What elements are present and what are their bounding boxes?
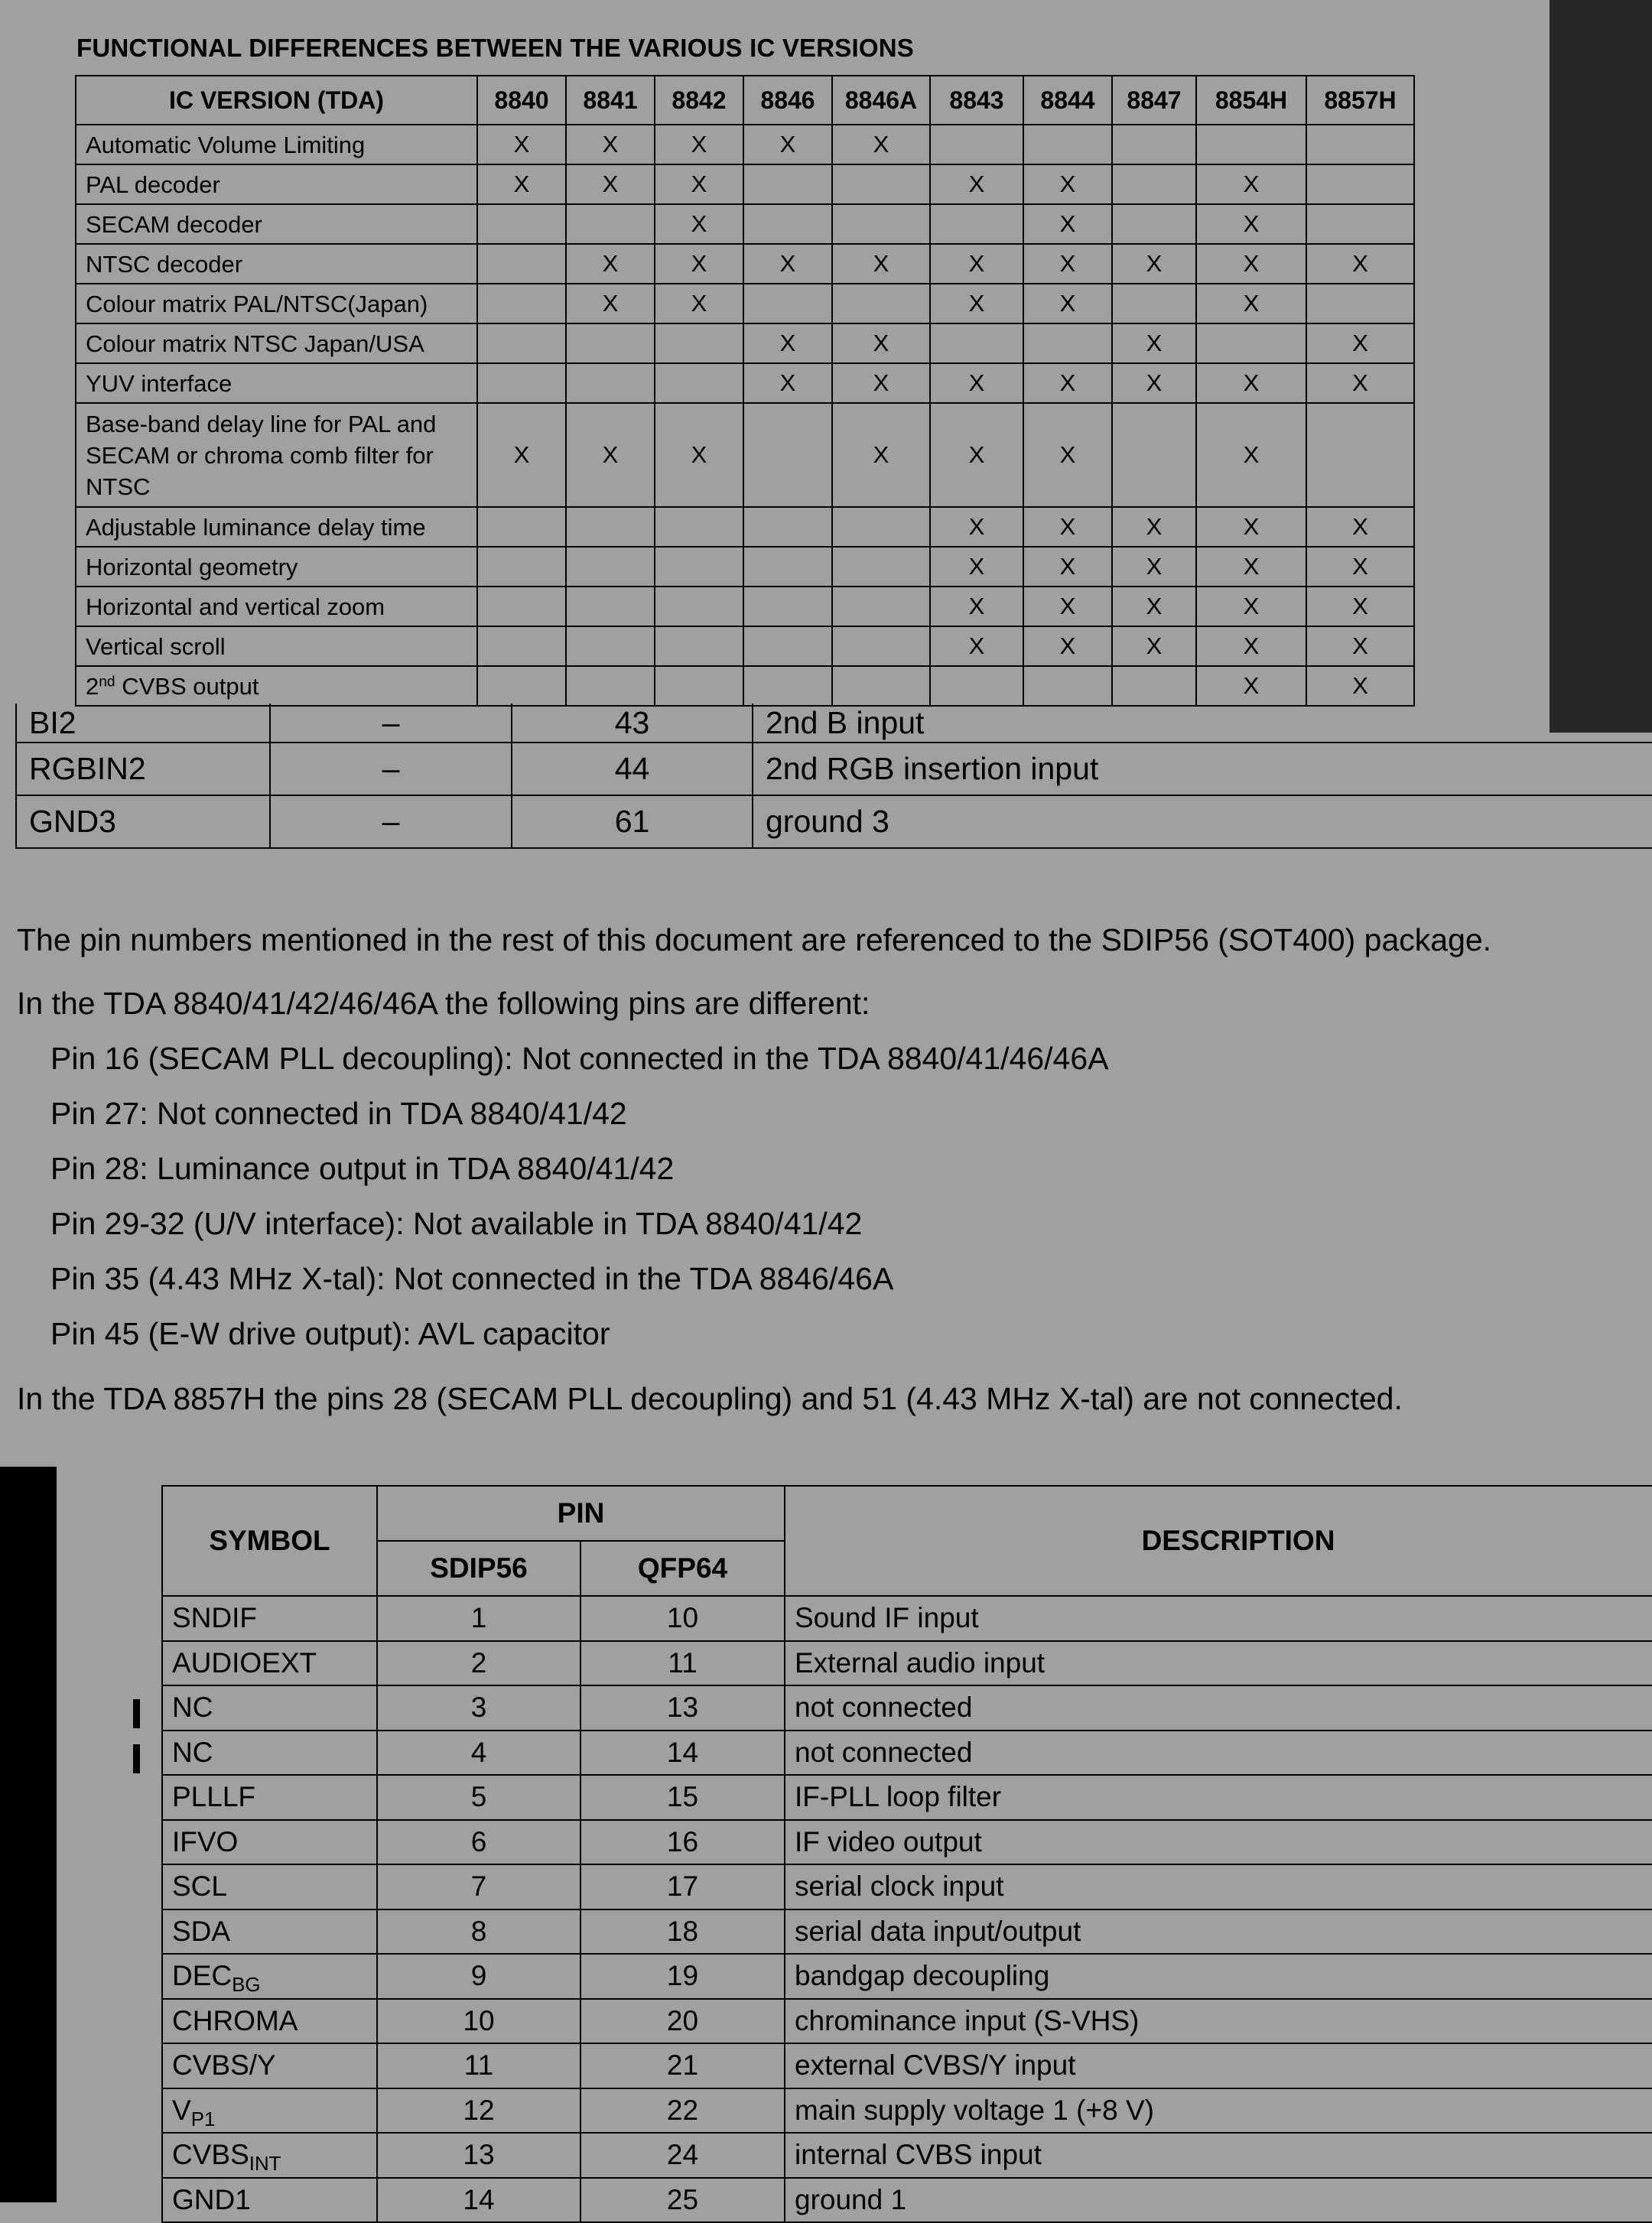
feature-mark [832, 547, 930, 587]
feature-mark [566, 204, 655, 244]
feature-mark: X [1023, 204, 1112, 244]
pin-number: 44 [512, 743, 753, 795]
pin-symbol [162, 1954, 377, 1999]
feature-mark [743, 547, 832, 587]
feature-mark [1023, 125, 1112, 164]
feature-label: Vertical scroll [76, 626, 477, 666]
list-item: Pin 35 (4.43 MHz X-tal): Not connected in the TDA 8846/46A [50, 1261, 894, 1296]
feature-mark [655, 587, 743, 626]
feature-mark [477, 323, 566, 363]
pin-sdip56: 9 [377, 1954, 580, 1999]
feature-mark: X [1306, 363, 1414, 403]
feature-mark [743, 164, 832, 204]
feature-mark [930, 666, 1023, 706]
pin-symbol: GND3 [16, 795, 270, 848]
column-header: 8840 [477, 76, 566, 125]
column-header: 8843 [930, 76, 1023, 125]
feature-label-part: CVBS output [115, 672, 259, 700]
pin-sdip56: 3 [377, 1685, 580, 1731]
feature-mark [1112, 403, 1196, 507]
pin-symbol [162, 1864, 377, 1909]
feature-mark [1112, 204, 1196, 244]
pin-symbol: BI2 [16, 704, 270, 743]
pin-sdip56: 8 [377, 1909, 580, 1955]
feature-mark: X [477, 164, 566, 204]
feature-label-part: 2 [86, 672, 99, 700]
feature-mark: X [1196, 547, 1306, 587]
feature-mark: X [1023, 587, 1112, 626]
pin-symbol [162, 2088, 377, 2134]
table-row [76, 403, 1414, 507]
table-row [162, 2178, 1652, 2223]
feature-mark [743, 507, 832, 547]
pin-description: IF video output [785, 1820, 1652, 1865]
feature-mark [1306, 204, 1414, 244]
column-header: SDIP56 [377, 1541, 580, 1596]
feature-mark: X [832, 323, 930, 363]
pin-description: bandgap decoupling [785, 1954, 1652, 1999]
feature-mark [1306, 403, 1414, 507]
table-row [76, 626, 1414, 666]
pin-sdip56: 4 [377, 1731, 580, 1776]
feature-mark: X [930, 507, 1023, 547]
ic-versions-table [75, 75, 1415, 707]
feature-mark: X [930, 164, 1023, 204]
pin-symbol [162, 1641, 377, 1686]
feature-mark: X [1306, 547, 1414, 587]
feature-mark: X [1112, 507, 1196, 547]
feature-mark [1196, 323, 1306, 363]
list-item: Pin 28: Luminance output in TDA 8840/41/42 [50, 1151, 675, 1186]
list-item: Pin 29-32 (U/V interface): Not available in TDA 8840/41/42 [50, 1206, 863, 1241]
pin-description: external CVBS/Y input [785, 2043, 1652, 2088]
feature-mark: X [1196, 587, 1306, 626]
feature-mark [655, 626, 743, 666]
column-header: 8844 [1023, 76, 1112, 125]
feature-mark [743, 403, 832, 507]
table-row [162, 2088, 1652, 2134]
feature-mark: X [655, 244, 743, 284]
table-row [16, 704, 1652, 743]
column-header: PIN [377, 1486, 785, 1541]
table-row [162, 1864, 1652, 1909]
table-row [76, 284, 1414, 323]
black-side-bar [0, 1467, 57, 2202]
pin-sdip56: 2 [377, 1641, 580, 1686]
feature-label: YUV interface [76, 363, 477, 403]
table-row [16, 743, 1652, 795]
pin-description: chrominance input (S-VHS) [785, 1999, 1652, 2044]
feature-mark: X [1112, 587, 1196, 626]
feature-mark: X [1196, 244, 1306, 284]
feature-mark: X [655, 403, 743, 507]
feature-mark: X [1023, 547, 1112, 587]
table-row [76, 244, 1414, 284]
column-header: 8854H [1196, 76, 1306, 125]
feature-mark: X [477, 403, 566, 507]
pin-description-table [161, 1485, 1652, 2223]
pin-symbol-text: GND1 [172, 2183, 251, 2215]
change-bar [133, 1744, 140, 1773]
feature-mark: X [1306, 666, 1414, 706]
feature-mark [566, 363, 655, 403]
table-row [162, 1731, 1652, 1776]
pin-qfp64: 20 [580, 1999, 785, 2044]
feature-mark [930, 204, 1023, 244]
feature-mark [655, 507, 743, 547]
feature-mark: X [1112, 626, 1196, 666]
feature-mark: X [566, 284, 655, 323]
table-row [76, 587, 1414, 626]
feature-mark: X [1306, 626, 1414, 666]
feature-mark: X [1112, 244, 1196, 284]
pin-symbol-text: SDA [172, 1915, 231, 1947]
column-header: 8841 [566, 76, 655, 125]
feature-mark: X [743, 363, 832, 403]
pin-description: ground 3 [753, 795, 1652, 848]
feature-label: Colour matrix PAL/NTSC(Japan) [76, 284, 477, 323]
feature-mark: X [930, 626, 1023, 666]
feature-mark: X [566, 403, 655, 507]
feature-mark: X [930, 403, 1023, 507]
feature-label-line: SECAM or chroma comb filter for [86, 441, 434, 469]
feature-mark [566, 626, 655, 666]
pin-symbol-text: CVBS [172, 2139, 249, 2171]
feature-mark: X [832, 125, 930, 164]
pin-symbol-text: CVBS/Y [172, 2049, 276, 2082]
feature-mark [1023, 666, 1112, 706]
feature-mark: X [1196, 666, 1306, 706]
feature-mark [743, 204, 832, 244]
feature-label [76, 666, 477, 706]
feature-mark: X [832, 403, 930, 507]
feature-mark: X [1306, 244, 1414, 284]
pin-description: Sound IF input [785, 1596, 1652, 1641]
pin-symbol-text: AUDIOEXT [172, 1646, 317, 1679]
pin-symbol [162, 1731, 377, 1776]
pin-description: 2nd B input [753, 704, 1652, 743]
pin-symbol [162, 1775, 377, 1820]
table-row [162, 1820, 1652, 1865]
pin-sdip56: 12 [377, 2088, 580, 2134]
column-header: 8842 [655, 76, 743, 125]
table-row [76, 323, 1414, 363]
feature-mark: X [1023, 363, 1112, 403]
feature-mark [743, 587, 832, 626]
feature-mark: X [1023, 507, 1112, 547]
pin-description: not connected [785, 1685, 1652, 1731]
pin-symbol [162, 1999, 377, 2044]
feature-mark [655, 547, 743, 587]
feature-mark [477, 626, 566, 666]
feature-mark: X [930, 547, 1023, 587]
feature-mark: X [566, 125, 655, 164]
column-header: SYMBOL [162, 1486, 377, 1596]
feature-mark: X [1023, 626, 1112, 666]
feature-mark [930, 323, 1023, 363]
table-header-row [76, 76, 1414, 125]
feature-mark: X [1112, 363, 1196, 403]
pin-qfp64: 25 [580, 2178, 785, 2223]
pin-table-fragment [15, 704, 1652, 849]
feature-mark [477, 547, 566, 587]
pin-description: External audio input [785, 1641, 1652, 1686]
pin-symbol-subscript: P1 [190, 2108, 216, 2130]
feature-label: Automatic Volume Limiting [76, 125, 477, 164]
pin-symbol [162, 2178, 377, 2223]
table-row [162, 2043, 1652, 2088]
feature-mark [477, 244, 566, 284]
feature-mark: X [655, 204, 743, 244]
feature-mark [566, 507, 655, 547]
column-header: QFP64 [580, 1541, 785, 1596]
table-row [162, 1909, 1652, 1955]
feature-mark: X [1023, 164, 1112, 204]
feature-mark: X [477, 125, 566, 164]
pin-symbol-text: PLLLF [172, 1781, 256, 1813]
column-header: 8847 [1112, 76, 1196, 125]
pin-symbol-text: SNDIF [172, 1602, 257, 1634]
pin-symbol [162, 1596, 377, 1641]
feature-mark [1023, 323, 1112, 363]
feature-label: NTSC decoder [76, 244, 477, 284]
column-header: IC VERSION (TDA) [76, 76, 477, 125]
pin-sdip56: 10 [377, 1999, 580, 2044]
feature-mark: X [1023, 403, 1112, 507]
pin-sdip56: 14 [377, 2178, 580, 2223]
feature-mark: X [743, 125, 832, 164]
pin-symbol [162, 2133, 377, 2178]
pin-qfp64: 15 [580, 1775, 785, 1820]
feature-mark: X [1196, 164, 1306, 204]
table-row [76, 125, 1414, 164]
feature-mark [1306, 284, 1414, 323]
pin-sdip56: 11 [377, 2043, 580, 2088]
feature-mark [477, 363, 566, 403]
change-bar [133, 1699, 140, 1728]
table-row [76, 507, 1414, 547]
feature-mark [832, 666, 930, 706]
feature-mark [832, 284, 930, 323]
feature-mark: X [1306, 323, 1414, 363]
feature-mark [477, 507, 566, 547]
list-item: Pin 27: Not connected in TDA 8840/41/42 [50, 1096, 627, 1131]
dark-side-panel [1550, 0, 1652, 733]
table-row [76, 363, 1414, 403]
feature-label: Horizontal and vertical zoom [76, 587, 477, 626]
pin-symbol [162, 1685, 377, 1731]
table-row [162, 1596, 1652, 1641]
feature-mark: X [1306, 587, 1414, 626]
feature-mark [477, 204, 566, 244]
pin-sdip56: 1 [377, 1596, 580, 1641]
feature-mark [743, 626, 832, 666]
feature-mark: X [1196, 626, 1306, 666]
feature-mark: X [743, 323, 832, 363]
feature-mark: X [1196, 284, 1306, 323]
pin-description: ground 1 [785, 2178, 1652, 2223]
pin-description: 2nd RGB insertion input [753, 743, 1652, 795]
pin-symbol-text: SCL [172, 1870, 227, 1903]
pin-qfp64: 14 [580, 1731, 785, 1776]
ordinal-suffix: nd [99, 673, 115, 690]
feature-mark: X [566, 244, 655, 284]
table-header-row [162, 1486, 1652, 1541]
pin-symbol-subscript: BG [232, 1974, 261, 1997]
feature-mark [832, 204, 930, 244]
pin-number: 61 [512, 795, 753, 848]
pin-sdip56: 7 [377, 1864, 580, 1909]
feature-mark: X [1023, 284, 1112, 323]
feature-label: PAL decoder [76, 164, 477, 204]
feature-mark: X [1196, 204, 1306, 244]
feature-mark: X [1196, 507, 1306, 547]
pin-symbol-subscript: INT [249, 2153, 281, 2176]
pin-description: main supply voltage 1 (+8 V) [785, 2088, 1652, 2134]
feature-mark: X [655, 125, 743, 164]
feature-mark: X [1306, 507, 1414, 547]
table-row [162, 1685, 1652, 1731]
paragraph: The pin numbers mentioned in the rest of this document are referenced to the SDIP56 (SOT400) package. [17, 922, 1492, 957]
feature-mark: X [655, 164, 743, 204]
feature-label: SECAM decoder [76, 204, 477, 244]
pin-qfp64: 18 [580, 1909, 785, 1955]
pin-symbol-text: NC [172, 1692, 213, 1724]
pin-description: serial data input/output [785, 1909, 1652, 1955]
feature-mark: X [1112, 323, 1196, 363]
pin-qfp64: 17 [580, 1864, 785, 1909]
pin-alt: – [270, 795, 512, 848]
pin-number: 43 [512, 704, 753, 743]
feature-mark: X [832, 363, 930, 403]
feature-label-line: Base-band delay line for PAL and [86, 410, 437, 437]
feature-mark [832, 626, 930, 666]
feature-mark [832, 587, 930, 626]
feature-mark [655, 666, 743, 706]
table-row [162, 1641, 1652, 1686]
feature-mark: X [930, 244, 1023, 284]
table-row [162, 1999, 1652, 2044]
pin-symbol [162, 2043, 377, 2088]
feature-mark [832, 507, 930, 547]
feature-mark: X [566, 164, 655, 204]
paragraph: In the TDA 8840/41/42/46/46A the following pins are different: [17, 986, 870, 1021]
pin-sdip56: 5 [377, 1775, 580, 1820]
feature-mark [566, 323, 655, 363]
pin-sdip56: 6 [377, 1820, 580, 1865]
feature-mark [1112, 125, 1196, 164]
feature-label: Adjustable luminance delay time [76, 507, 477, 547]
pin-symbol [162, 1909, 377, 1955]
feature-mark [1306, 125, 1414, 164]
pin-qfp64: 22 [580, 2088, 785, 2134]
pin-qfp64: 21 [580, 2043, 785, 2088]
table-row [16, 795, 1652, 848]
feature-mark: X [1023, 244, 1112, 284]
pin-symbol: RGBIN2 [16, 743, 270, 795]
pin-qfp64: 10 [580, 1596, 785, 1641]
feature-mark [1306, 164, 1414, 204]
feature-mark: X [1196, 403, 1306, 507]
feature-mark: X [930, 363, 1023, 403]
pin-symbol-text: V [172, 2094, 191, 2126]
pin-qfp64: 13 [580, 1685, 785, 1731]
pin-alt: – [270, 704, 512, 743]
feature-mark [655, 363, 743, 403]
feature-mark: X [743, 244, 832, 284]
feature-mark [566, 547, 655, 587]
section-title: FUNCTIONAL DIFFERENCES BETWEEN THE VARIOUS IC VERSIONS [76, 34, 914, 62]
feature-mark [1112, 284, 1196, 323]
feature-mark: X [930, 587, 1023, 626]
column-header: 8846A [832, 76, 930, 125]
pin-qfp64: 11 [580, 1641, 785, 1686]
feature-mark [477, 666, 566, 706]
feature-mark: X [655, 284, 743, 323]
feature-label-line: NTSC [86, 473, 151, 500]
table-row [162, 2133, 1652, 2178]
feature-mark [1112, 164, 1196, 204]
column-header: 8846 [743, 76, 832, 125]
feature-mark [566, 587, 655, 626]
pin-sdip56: 13 [377, 2133, 580, 2178]
feature-mark: X [1196, 363, 1306, 403]
feature-mark: X [1112, 547, 1196, 587]
pin-qfp64: 24 [580, 2133, 785, 2178]
pin-qfp64: 16 [580, 1820, 785, 1865]
pin-symbol-text: NC [172, 1736, 213, 1768]
pin-description: not connected [785, 1731, 1652, 1776]
feature-label: Colour matrix NTSC Japan/USA [76, 323, 477, 363]
table-row [76, 666, 1414, 706]
feature-mark [1196, 125, 1306, 164]
list-item: Pin 45 (E-W drive output): AVL capacitor [50, 1316, 610, 1351]
pin-symbol-text: CHROMA [172, 2004, 298, 2036]
feature-mark [477, 587, 566, 626]
feature-mark [1112, 666, 1196, 706]
table-row [162, 1775, 1652, 1820]
pin-symbol-text: DEC [172, 1960, 233, 1992]
table-row [76, 204, 1414, 244]
pin-description: IF-PLL loop filter [785, 1775, 1652, 1820]
pin-description: internal CVBS input [785, 2133, 1652, 2178]
column-header: DESCRIPTION [785, 1486, 1652, 1596]
pin-symbol-text: IFVO [172, 1825, 239, 1857]
table-row [162, 1954, 1652, 1999]
feature-mark: X [930, 284, 1023, 323]
feature-mark [655, 323, 743, 363]
table-row [76, 164, 1414, 204]
paragraph: In the TDA 8857H the pins 28 (SECAM PLL decoupling) and 51 (4.43 MHz X-tal) are not connected. [17, 1381, 1403, 1416]
feature-mark [743, 666, 832, 706]
table-row [76, 547, 1414, 587]
feature-mark [832, 164, 930, 204]
feature-mark [743, 284, 832, 323]
feature-label: Horizontal geometry [76, 547, 477, 587]
column-header: 8857H [1306, 76, 1414, 125]
list-item: Pin 16 (SECAM PLL decoupling): Not connected in the TDA 8840/41/46/46A [50, 1041, 1109, 1076]
feature-mark [477, 284, 566, 323]
pin-alt: – [270, 743, 512, 795]
pin-description: serial clock input [785, 1864, 1652, 1909]
feature-mark [566, 666, 655, 706]
pin-symbol [162, 1820, 377, 1865]
feature-mark [930, 125, 1023, 164]
feature-mark: X [832, 244, 930, 284]
pin-qfp64: 19 [580, 1954, 785, 1999]
feature-label [76, 403, 477, 507]
